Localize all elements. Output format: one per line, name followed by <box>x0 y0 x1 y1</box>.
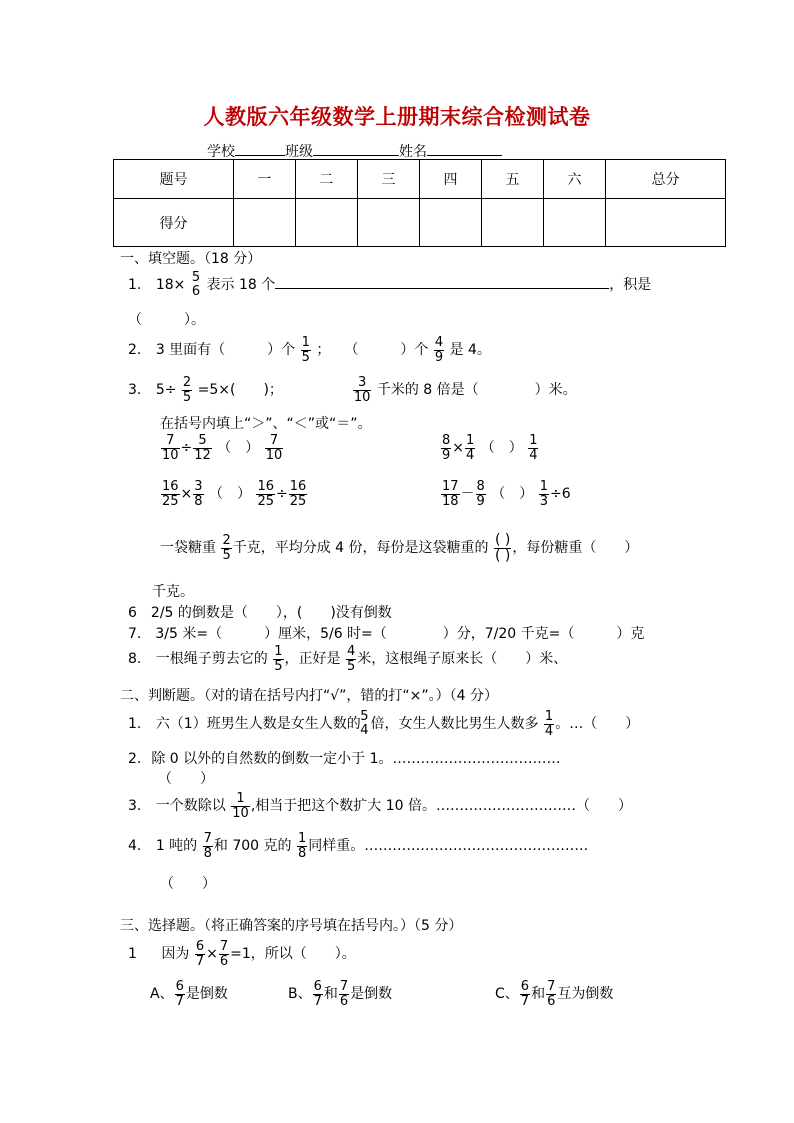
fraction <box>193 480 203 508</box>
denominator: 4 <box>544 723 554 739</box>
numerator: 17 <box>442 478 459 494</box>
sugar-question <box>160 528 638 568</box>
numerator: 6 <box>175 978 184 994</box>
score-cell: 六 <box>543 160 605 199</box>
s1-q2 <box>128 332 491 368</box>
option-text: 和 <box>531 986 546 1002</box>
denominator: 7 <box>520 993 530 1009</box>
denominator: 6 <box>339 993 349 1009</box>
s1-q1 <box>128 268 651 302</box>
denominator: 6 <box>547 993 556 1009</box>
compare-blank[interactable]: （ ） <box>480 440 523 456</box>
q-text: 同样重。………………………………………… <box>308 838 589 854</box>
fraction <box>359 710 369 737</box>
fraction <box>520 980 530 1008</box>
s1-q6: 6 2/5 的倒数是（ ），( )没有倒数 <box>128 605 392 621</box>
option-text: 是倒数 <box>350 986 393 1002</box>
q-num: 2. <box>128 342 142 358</box>
q-text: ，积是 <box>609 277 652 293</box>
fraction <box>465 434 475 462</box>
q-text: 。…（ ） <box>555 716 640 732</box>
denominator: 8 <box>194 493 203 509</box>
fraction <box>203 832 213 860</box>
header-fields <box>207 142 502 159</box>
q-text: ，每份糖重（ ） <box>512 540 639 556</box>
option-a[interactable] <box>150 976 228 1012</box>
fraction <box>441 434 451 462</box>
denominator: 25 <box>162 493 179 509</box>
q-num: 1. <box>128 277 142 293</box>
operator: ÷ <box>180 440 193 456</box>
denominator: 5 <box>347 658 356 674</box>
q-text: ； （ ）个 <box>316 342 429 358</box>
fraction <box>476 480 486 508</box>
operator: ÷ <box>276 486 288 502</box>
numerator: 6 <box>520 978 530 994</box>
fraction <box>313 980 323 1008</box>
q-text: ÷6 <box>550 486 571 502</box>
denominator: 25 <box>257 493 275 509</box>
numerator: 1 <box>231 792 250 807</box>
score-input-cell[interactable] <box>606 199 726 247</box>
score-input-cell[interactable] <box>543 199 605 247</box>
score-input-cell[interactable] <box>295 199 357 247</box>
denominator: 18 <box>442 493 459 509</box>
denominator: 5 <box>274 658 283 674</box>
option-b[interactable] <box>288 976 392 1012</box>
numerator: 1 <box>544 708 554 724</box>
denominator: 9 <box>442 447 451 463</box>
q-text: 千克，平均分成 4 份，每份是这袋糖重的 <box>232 540 489 556</box>
denominator: 9 <box>434 349 444 365</box>
denominator: 10 <box>232 805 249 821</box>
fraction-blank[interactable] <box>494 533 511 563</box>
score-table <box>113 159 726 247</box>
denominator: 6 <box>219 953 229 969</box>
s2-q4 <box>128 828 588 864</box>
fraction <box>265 434 284 462</box>
score-cell: 五 <box>481 160 543 199</box>
numerator: 3 <box>194 478 203 494</box>
score-input-cell[interactable] <box>233 199 295 247</box>
option-text: 互为倒数 <box>557 986 614 1002</box>
fraction <box>289 480 308 508</box>
numerator: 2 <box>182 374 192 390</box>
denominator: 10 <box>265 447 283 463</box>
fraction <box>221 534 231 562</box>
q-num: 3. <box>128 798 142 814</box>
denominator: 10 <box>162 447 179 463</box>
denominator: 8 <box>297 845 307 861</box>
q-text: 一根绳子剪去它的 <box>155 651 268 667</box>
fraction <box>353 376 372 404</box>
q-text: ,相当于把这个数扩大 10 倍。…………………………（ ） <box>250 798 632 814</box>
fraction <box>297 832 307 860</box>
fraction <box>301 336 311 364</box>
score-cell: 总分 <box>606 160 726 199</box>
compare-blank[interactable]: （ ） <box>491 486 534 502</box>
compare-item <box>440 430 539 466</box>
q-text: 一个数除以 <box>155 798 226 814</box>
fraction <box>182 376 192 404</box>
fraction <box>193 434 212 462</box>
s1-q3 <box>128 372 577 408</box>
denominator: 7 <box>195 953 205 969</box>
fraction <box>256 480 275 508</box>
denominator: 12 <box>194 447 211 463</box>
numerator: 1 <box>274 643 283 659</box>
q-text: 是 4。 <box>449 342 491 358</box>
numerator: 8 <box>476 478 485 494</box>
class-blank[interactable] <box>313 142 399 156</box>
q-text: 5÷ <box>155 382 177 398</box>
q-text: 1 吨的 <box>155 838 198 854</box>
score-input-cell[interactable] <box>419 199 481 247</box>
operator: × <box>180 486 193 502</box>
q-text: ，正好是 <box>284 651 341 667</box>
s3-q1 <box>128 936 356 972</box>
option-c[interactable] <box>495 976 613 1012</box>
numerator: 7 <box>219 938 229 954</box>
q-num: 3. <box>128 382 142 398</box>
operator: × <box>452 440 465 456</box>
score-input-cell[interactable] <box>357 199 419 247</box>
score-header-row <box>114 160 726 199</box>
s1-q7: 7. 3/5 米=（ ）厘米，5/6 时=（ ）分，7/20 千克=（ ）克 <box>128 626 645 642</box>
answer-blank[interactable] <box>275 275 609 289</box>
q-text: 18× <box>155 277 186 293</box>
numerator: 2 <box>222 532 231 548</box>
q-num: 1. <box>128 716 142 732</box>
fraction <box>539 480 549 508</box>
fraction <box>346 645 356 673</box>
name-label: 姓名 <box>399 144 427 160</box>
school-blank[interactable] <box>235 142 285 156</box>
numerator: 6 <box>195 938 205 954</box>
denominator: 25 <box>289 493 307 509</box>
option-text: 和 <box>323 986 338 1002</box>
s1-q1-cont: （ ）。 <box>128 312 205 328</box>
score-cell: 一 <box>233 160 295 199</box>
fraction <box>195 940 205 968</box>
fraction <box>339 980 349 1008</box>
denominator: 5 <box>222 547 231 563</box>
q-num: 1 <box>128 946 137 962</box>
page-title: 人教版六年级数学上册期末综合检测试卷 <box>203 105 591 129</box>
numerator: 7 <box>547 978 556 994</box>
fraction <box>161 434 180 462</box>
name-blank[interactable] <box>427 142 502 156</box>
denominator: 4 <box>529 447 538 463</box>
q-num: 2. <box>128 751 142 767</box>
section1-heading: 一、填空题。（18 分） <box>120 251 262 267</box>
q-text: 因为 <box>161 946 190 962</box>
s2-q2 <box>128 752 561 766</box>
numerator: 3 <box>353 376 372 391</box>
fraction <box>175 980 185 1008</box>
denominator: 10 <box>353 389 371 405</box>
numerator: 1 <box>301 334 310 350</box>
option-label: C、 <box>495 986 519 1002</box>
compare-item <box>440 476 571 512</box>
denominator: 5 <box>301 349 310 365</box>
numerator: 8 <box>442 432 451 448</box>
s2-q1 <box>128 706 639 742</box>
q-text: 3 里面有（ ）个 <box>155 342 296 358</box>
option-label: B、 <box>288 986 312 1002</box>
q-text: =5×( )； <box>197 382 283 398</box>
q-num: 8. <box>128 651 142 667</box>
s2-q3 <box>128 788 632 824</box>
operator: － <box>460 486 475 502</box>
numerator: 7 <box>265 434 284 449</box>
fraction <box>544 710 554 738</box>
denominator: 9 <box>476 493 485 509</box>
fraction <box>434 336 444 364</box>
q-text: 表示 18 个 <box>206 277 276 293</box>
q-text: 除 0 以外的自然数的倒数一定小于 1。……………………………… <box>151 751 561 767</box>
option-text: 是倒数 <box>185 986 228 1002</box>
answer-paren[interactable]: （ ） <box>160 876 216 892</box>
fraction <box>161 480 180 508</box>
score-value-row <box>114 199 726 247</box>
fraction <box>546 980 556 1008</box>
fraction <box>441 480 460 508</box>
compare-blank[interactable]: （ ） <box>217 440 260 456</box>
option-label: A、 <box>150 986 174 1002</box>
numerator: ( ) <box>495 531 511 548</box>
q-text: 千米的 8 倍是（ ）米。 <box>376 382 577 398</box>
score-input-cell[interactable] <box>481 199 543 247</box>
denominator: 7 <box>175 993 184 1009</box>
score-row-label: 得分 <box>114 199 234 247</box>
section3-heading: 三、选择题。（将正确答案的序号填在括号内。）（5 分） <box>120 918 463 934</box>
sugar-cont: 千克。 <box>152 584 194 600</box>
numerator: 1 <box>466 432 475 448</box>
denominator: 8 <box>203 845 212 861</box>
compare-item <box>160 476 308 512</box>
numerator: 7 <box>161 434 180 449</box>
score-cell: 题号 <box>114 160 234 199</box>
q-text: =1，所以（ ）。 <box>230 946 356 962</box>
denominator: ( ) <box>495 547 511 564</box>
numerator: 16 <box>162 478 179 494</box>
denominator: 3 <box>539 493 549 509</box>
fraction <box>273 645 283 673</box>
numerator: 1 <box>539 478 549 494</box>
denominator: 7 <box>313 993 322 1009</box>
q-text: 倍，女生人数比男生人数多 <box>370 716 539 732</box>
denominator: 4 <box>360 723 369 738</box>
numerator: 7 <box>203 830 212 846</box>
s1-q8 <box>128 641 567 677</box>
q-num: 4. <box>128 838 142 854</box>
numerator: 1 <box>529 432 538 448</box>
q-text: 和 700 克的 <box>213 838 292 854</box>
denominator: 5 <box>182 389 192 405</box>
q-text: 米，这根绳子原来长（ ）米、 <box>357 651 568 667</box>
numerator: 5 <box>360 709 369 725</box>
numerator: 5 <box>191 270 201 286</box>
numerator: 4 <box>434 334 444 350</box>
school-label: 学校 <box>207 144 235 160</box>
numerator: 7 <box>339 978 349 994</box>
q-text: 六（1）班男生人数是女生人数的 <box>155 716 361 732</box>
compare-intro: 在括号内填上“＞”、“＜”或“＝”。 <box>160 416 372 432</box>
answer-paren[interactable]: （ ） <box>158 771 214 787</box>
score-cell: 四 <box>419 160 481 199</box>
numerator: 6 <box>313 978 322 994</box>
q-text: 一袋糖重 <box>160 540 216 556</box>
operator: × <box>206 946 218 962</box>
numerator: 5 <box>193 434 212 449</box>
denominator: 4 <box>466 447 475 463</box>
denominator: 6 <box>191 284 201 299</box>
fraction <box>191 271 201 298</box>
section2-heading: 二、判断题。（对的请在括号内打“√”，错的打“×”。）（4 分） <box>120 688 499 704</box>
score-cell: 二 <box>295 160 357 199</box>
compare-item <box>160 430 284 466</box>
fraction <box>528 434 538 462</box>
fraction <box>231 792 250 820</box>
numerator: 16 <box>289 478 307 494</box>
score-cell: 三 <box>357 160 419 199</box>
numerator: 1 <box>297 830 307 846</box>
numerator: 16 <box>257 478 275 494</box>
compare-blank[interactable]: （ ） <box>209 486 252 502</box>
fraction <box>219 940 229 968</box>
numerator: 4 <box>347 643 356 659</box>
class-label: 班级 <box>285 144 313 160</box>
